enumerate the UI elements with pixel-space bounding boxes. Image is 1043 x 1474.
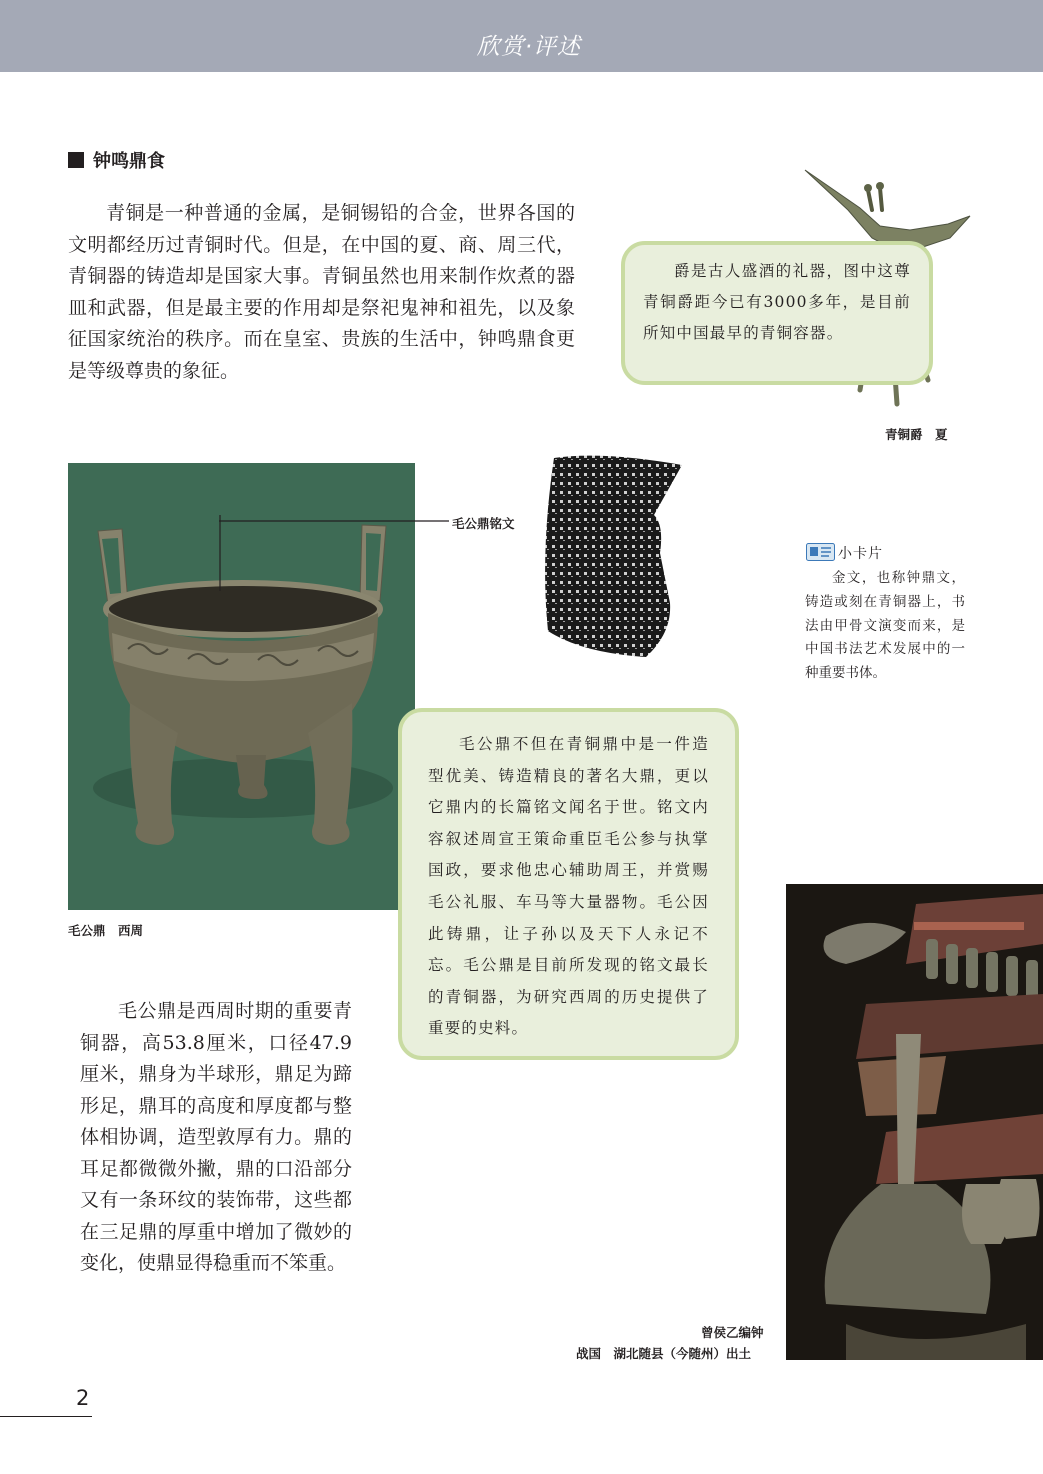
header-title: 欣赏·评述 (476, 34, 581, 60)
bells-caption-line2: 战国 湖北随县（今随州）出土 (576, 1346, 752, 1361)
page-header (0, 0, 1043, 72)
inscription-caption: 毛公鼎铭文 (452, 516, 515, 531)
ding-caption: 毛公鼎 西周 (68, 923, 144, 938)
info-card-text: 金文，也称钟鼎文，铸造或刻在青铜器上，书法由甲骨文演变而来，是中国书法艺术发展中的一种重要书体。 (805, 570, 965, 682)
ding-paragraph: 毛公鼎是西周时期的重要青铜器，高53.8厘米，口径47.9厘米，鼎身为半球形，鼎足为蹄形足，鼎耳的高度和厚度都与整体相协调，造型敦厚有力。鼎的耳足都微微外撇，鼎的口沿部分又有一条环纹的装饰带，这些都在三足鼎的厚重中增加了微妙的变化，使鼎显得稳重而不笨重。 (80, 1000, 352, 1274)
square-bullet-icon (68, 152, 84, 168)
bells-caption-line1: 曾侯乙编钟 (701, 1325, 764, 1340)
inscription-rubbing-image (542, 453, 688, 659)
section-heading (68, 147, 165, 173)
jue-note-bubble (621, 241, 933, 385)
inscription-leader-line (219, 520, 449, 526)
page-number: 2 (76, 1386, 90, 1410)
card-icon (806, 543, 836, 561)
section-title: 钟鸣鼎食 (93, 151, 165, 172)
maogong-note-bubble (398, 708, 739, 1060)
chime-bells-photo (786, 884, 1043, 1360)
maogong-note-text: 毛公鼎不但在青铜鼎中是一件造型优美、铸造精良的著名大鼎，更以它鼎内的长篇铭文闻名于世。铭文内容叙述周宣王策命重臣毛公参与执掌国政，要求他忠心辅助周王，并赏赐毛公礼服、车马等大量器物。毛公因此铸鼎，让子孙以及天下人永记不忘。毛公鼎是目前所发现的铭文最长的青铜器，为研究西周的历史提供了重要的史料。 (428, 735, 709, 1038)
page-number-rule (0, 1416, 92, 1417)
maogong-ding-photo (68, 463, 415, 910)
jue-caption: 青铜爵 夏 (885, 427, 948, 442)
info-card-title: 小卡片 (838, 546, 883, 562)
jue-note-text: 爵是古人盛酒的礼器，图中这尊青铜爵距今已有3000多年，是目前所知中国最早的青铜容器。 (643, 262, 911, 342)
intro-paragraph: 青铜是一种普通的金属，是铜锡铅的合金，世界各国的文明都经历过青铜时代。但是，在中国的夏、商、周三代，青铜器的铸造却是国家大事。青铜虽然也用来制作炊煮的器皿和武器，但是最主要的作用却是祭祀鬼神和祖先，以及象征国家统治的秩序。而在皇室、贵族的生活中，钟鸣鼎食更是等级尊贵的象征。 (68, 202, 575, 382)
